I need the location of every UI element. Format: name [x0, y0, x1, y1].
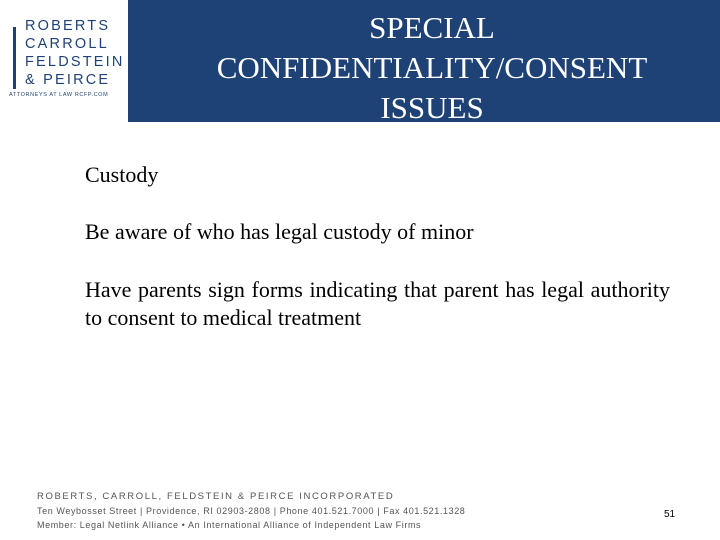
- point-2: Have parents sign forms indicating that parent has legal authority to consent to medical treatment: [85, 277, 670, 330]
- logo-line-4: & PEIRCE: [25, 72, 111, 88]
- logo-wordmark: [25, 17, 125, 89]
- footer-address: Ten Weybosset Street | Providence, RI 02903-2808 | Phone 401.521.7000 | Fax 401.521.1328: [37, 506, 466, 516]
- logo-tagline: ATTORNEYS AT LAW RCFP.COM: [9, 92, 109, 98]
- logo-line-3: FELDSTEIN: [25, 54, 125, 70]
- logo-rule: [13, 27, 16, 89]
- footer-firm: ROBERTS, CARROLL, FELDSTEIN & PEIRCE INCORPORATED: [37, 491, 395, 502]
- footer: [37, 490, 507, 532]
- point-1: Be aware of who has legal custody of minor: [85, 219, 474, 244]
- slide-title: [178, 8, 686, 128]
- section-heading: Custody: [85, 162, 159, 187]
- logo-line-2: CARROLL: [25, 36, 109, 52]
- firm-logo: [0, 0, 128, 122]
- logo-line-1: ROBERTS: [25, 18, 111, 34]
- title-line-3: ISSUES: [380, 90, 484, 125]
- title-line-1: SPECIAL: [369, 10, 495, 45]
- title-line-2: CONFIDENTIALITY/CONSENT: [216, 50, 648, 85]
- page-number: 51: [664, 509, 676, 520]
- footer-member: Member: Legal Netlink Alliance • An International Alliance of Independent Law Firms: [37, 520, 422, 530]
